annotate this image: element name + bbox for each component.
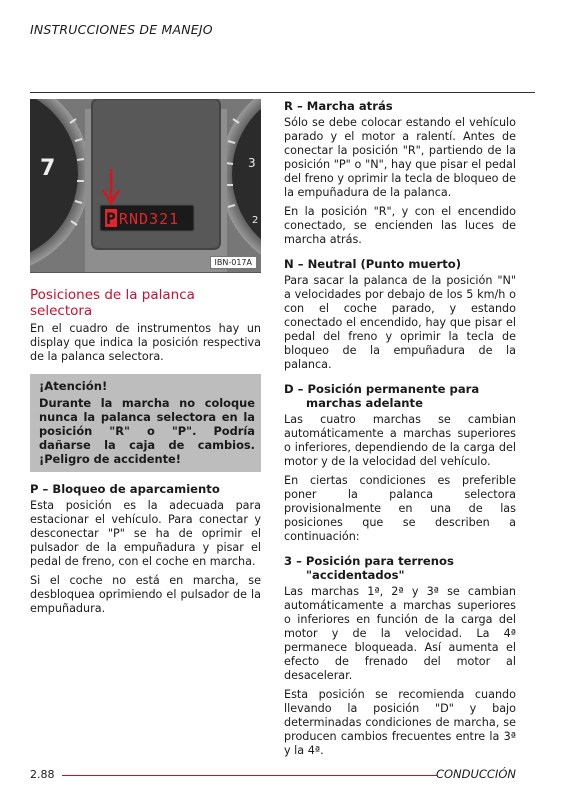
warning-title: ¡Atención! <box>39 379 108 393</box>
svg-text:P: P <box>106 209 116 228</box>
intro-paragraph: En el cuadro de instrumentos hay un display que indica la posición respectiva de la palanca selectora. <box>30 322 261 363</box>
warning-box <box>30 374 261 472</box>
park-paragraph-2: Si el coche no está en marcha, se desbloquea oprimiendo el pulsador de la empuñadura. <box>30 574 261 615</box>
warning-body: Durante la marcha no coloque nunca la palanca selectora en la posición "R" o "P". Podría dañarse la caja de cambios. ¡Peligro de accidente! <box>39 396 255 466</box>
figure-reference-tag: IBN-017A <box>210 256 257 269</box>
right-column <box>284 99 516 763</box>
park-position-heading: P – Bloqueo de aparcamiento <box>30 482 220 496</box>
instrument-cluster-figure <box>30 99 261 273</box>
reverse-paragraph-2: En la posición "R", y con el encendido conectado, se encienden las luces de marcha atrás. <box>284 205 516 246</box>
neutral-position-heading: N – Neutral (Punto muerto) <box>284 257 462 271</box>
drive-paragraph-1: Las cuatro marchas se cambian automáticamente a marchas superiores o inferiores, dependiendo de la carga del motor y de la velocidad del vehículo. <box>284 413 516 468</box>
third-gear-position-heading: 3 – Posición para terrenos "accidentados" <box>284 554 454 582</box>
left-column <box>30 99 261 621</box>
drive-paragraph-2: En ciertas condiciones es preferible poner la palanca selectora provisionalmente en una de las posiciones que se describen a continuación: <box>284 474 516 543</box>
svg-text:2: 2 <box>252 215 259 226</box>
footer-divider <box>62 775 437 776</box>
reverse-position-heading: R – Marcha atrás <box>284 99 393 113</box>
page-number: 2.88 <box>30 768 55 781</box>
page-header-title: INSTRUCCIONES DE MANEJO <box>30 22 213 37</box>
section-title: Posiciones de la palanca selectora <box>30 287 195 319</box>
third-gear-paragraph-2: Esta posición se recomienda cuando llevando la posición "D" y bajo determinadas condiciones de marcha, se producen cambios frecuentes entre la 3ª y la 4ª. <box>284 688 516 757</box>
svg-text:7: 7 <box>40 156 56 181</box>
svg-text:3: 3 <box>248 156 256 170</box>
instrument-cluster-illustration <box>30 99 261 272</box>
svg-text:RND321: RND321 <box>119 210 180 228</box>
drive-position-heading: D – Posición permanente para marchas adelante <box>284 382 480 410</box>
footer-section-name: CONDUCCIÓN <box>435 767 516 781</box>
reverse-paragraph-1: Sólo se debe colocar estando el vehículo parado y el motor a ralentí. Antes de conectar la posición "R", partiendo de la posición "P" o "N", hay que pisar el pedal del freno y oprimir la tecla de bloqueo de la empuñadura de la palanca. <box>284 116 516 199</box>
neutral-paragraph: Para sacar la palanca de la posición "N" a velocidades por debajo de los 5 km/h o con el coche parado, y estando conectado el encendido, hay que pisar el pedal del freno y oprimir la tecla de bloqueo de la empuñadura de la palanca. <box>284 274 516 371</box>
third-gear-paragraph-1: Las marchas 1ª, 2ª y 3ª se cambian automáticamente a marchas superiores o inferiores en función de la carga del motor y de la velocidad. La 4ª permanece bloqueada. Así aumenta el efecto de frenado del motor al desacelerar. <box>284 585 516 682</box>
park-paragraph-1: Esta posición es la adecuada para estacionar el vehículo. Para conectar y desconectar "P" se ha de oprimir el pulsador de la empuñadura y pisar el pedal de freno, con el coche en marcha. <box>30 499 261 568</box>
header-divider <box>30 92 535 93</box>
